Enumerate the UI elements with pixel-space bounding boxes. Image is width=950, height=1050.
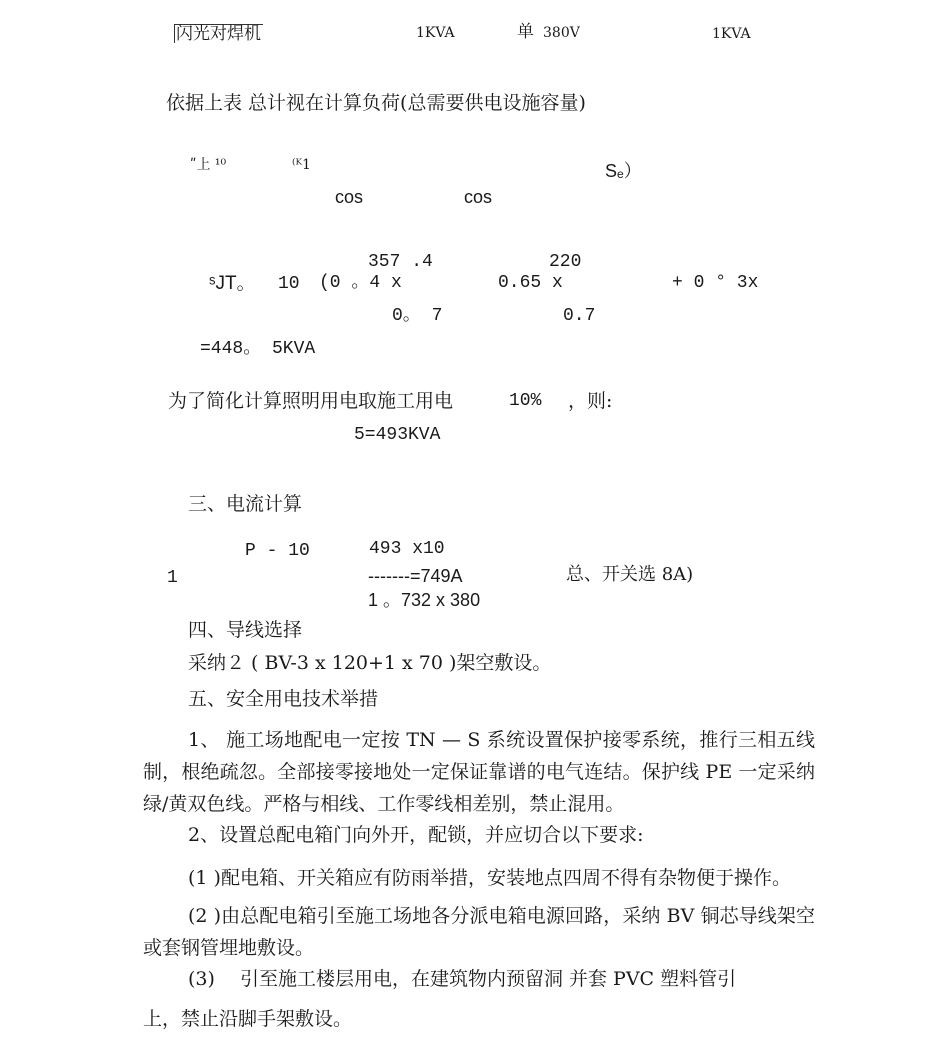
lighting-then: ，则:	[568, 390, 613, 412]
safety-item-2: (2 )由总配电箱引至施工场地各分派电箱电源回路，采纳 BV 铜芯导线架空或套钢管埋地敷设。	[143, 905, 815, 959]
total-cell: 1KVA	[712, 26, 751, 42]
capacity-cell: 1KVA	[416, 25, 455, 41]
section-5-heading: 五、安全用电技术举措	[188, 688, 379, 710]
section-3-heading: 三、电流计算	[188, 493, 303, 515]
formula-result: =448。 5KVA	[200, 339, 316, 359]
lighting-percent: 10%	[509, 391, 542, 411]
formula-den-2: 0.7	[563, 306, 596, 326]
current-p-label: P - 10	[245, 541, 310, 561]
current-denominator: 1 。732 x 380	[368, 590, 481, 610]
formula-cos-2: cos	[464, 187, 493, 207]
current-dashes: -------=749A	[368, 566, 463, 586]
formula-ten: 10	[278, 274, 300, 294]
formula-fragment-a: ʺ上 ¹⁰	[190, 157, 227, 173]
formula-open: (0 。4 x	[319, 273, 402, 293]
current-index: 1	[167, 568, 178, 588]
safety-item-1: (1 )配电箱、开关箱应有防雨举措，安装地点四周不得有杂物便于操作。	[188, 867, 791, 889]
formula-mid: 0.65 x	[498, 273, 563, 293]
formula-fragment-b: ⁽ᴷ1	[292, 157, 311, 173]
current-numerator: 493 x10	[369, 539, 445, 559]
formula-num-1: 357 .4	[368, 252, 433, 272]
formula-se: Sₑ）	[605, 161, 642, 181]
formula-plus: + 0 ° 3x	[672, 273, 759, 293]
voltage-cell: 380V	[543, 25, 580, 41]
section-4-heading: 四、导线选择	[188, 619, 303, 641]
formula-num-2: 220	[549, 252, 582, 272]
wire-selection-text: 采纳２ ( BV-3 x 120+1 x 70 )架空敷设。	[188, 652, 552, 674]
equipment-name-cell: 闪光对焊机	[176, 24, 261, 44]
safety-paragraph-1: 1、 施工场地配电一定按 TN — S 系统设置保护接零系统，推行三相五线制，根绝疏忽。全部接零接地处一定保证靠谱的电气连结。保护线 PE 一定采纳绿/黄双色线。严格与相线、工作零线相差别，禁止混用。	[143, 729, 815, 815]
safety-item-3-line-1: (3) 引至施工楼层用电，在建筑物内预留洞 并套 PVC 塑料管引	[188, 968, 737, 990]
safety-item-3-line-2: 上，禁止沿脚手架敷设。	[143, 1008, 353, 1030]
formula-cos-1: cos	[335, 187, 364, 207]
lighting-result: 5=493KVA	[354, 425, 441, 445]
lighting-text: 为了简化计算照明用电取施工用电	[168, 390, 454, 412]
formula-sjt: ˢJT。	[209, 273, 256, 294]
safety-paragraph-2: 2、设置总配电箱门向外开，配锁，并应切合以下要求:	[188, 824, 644, 846]
formula-den-1: 0。 7	[392, 306, 443, 326]
current-note: 总、开关选 8A)	[566, 564, 694, 585]
phase-cell: 单	[517, 22, 534, 42]
intro-line: 依据上表 总计视在计算负荷(总需要供电设施容量)	[166, 92, 586, 114]
